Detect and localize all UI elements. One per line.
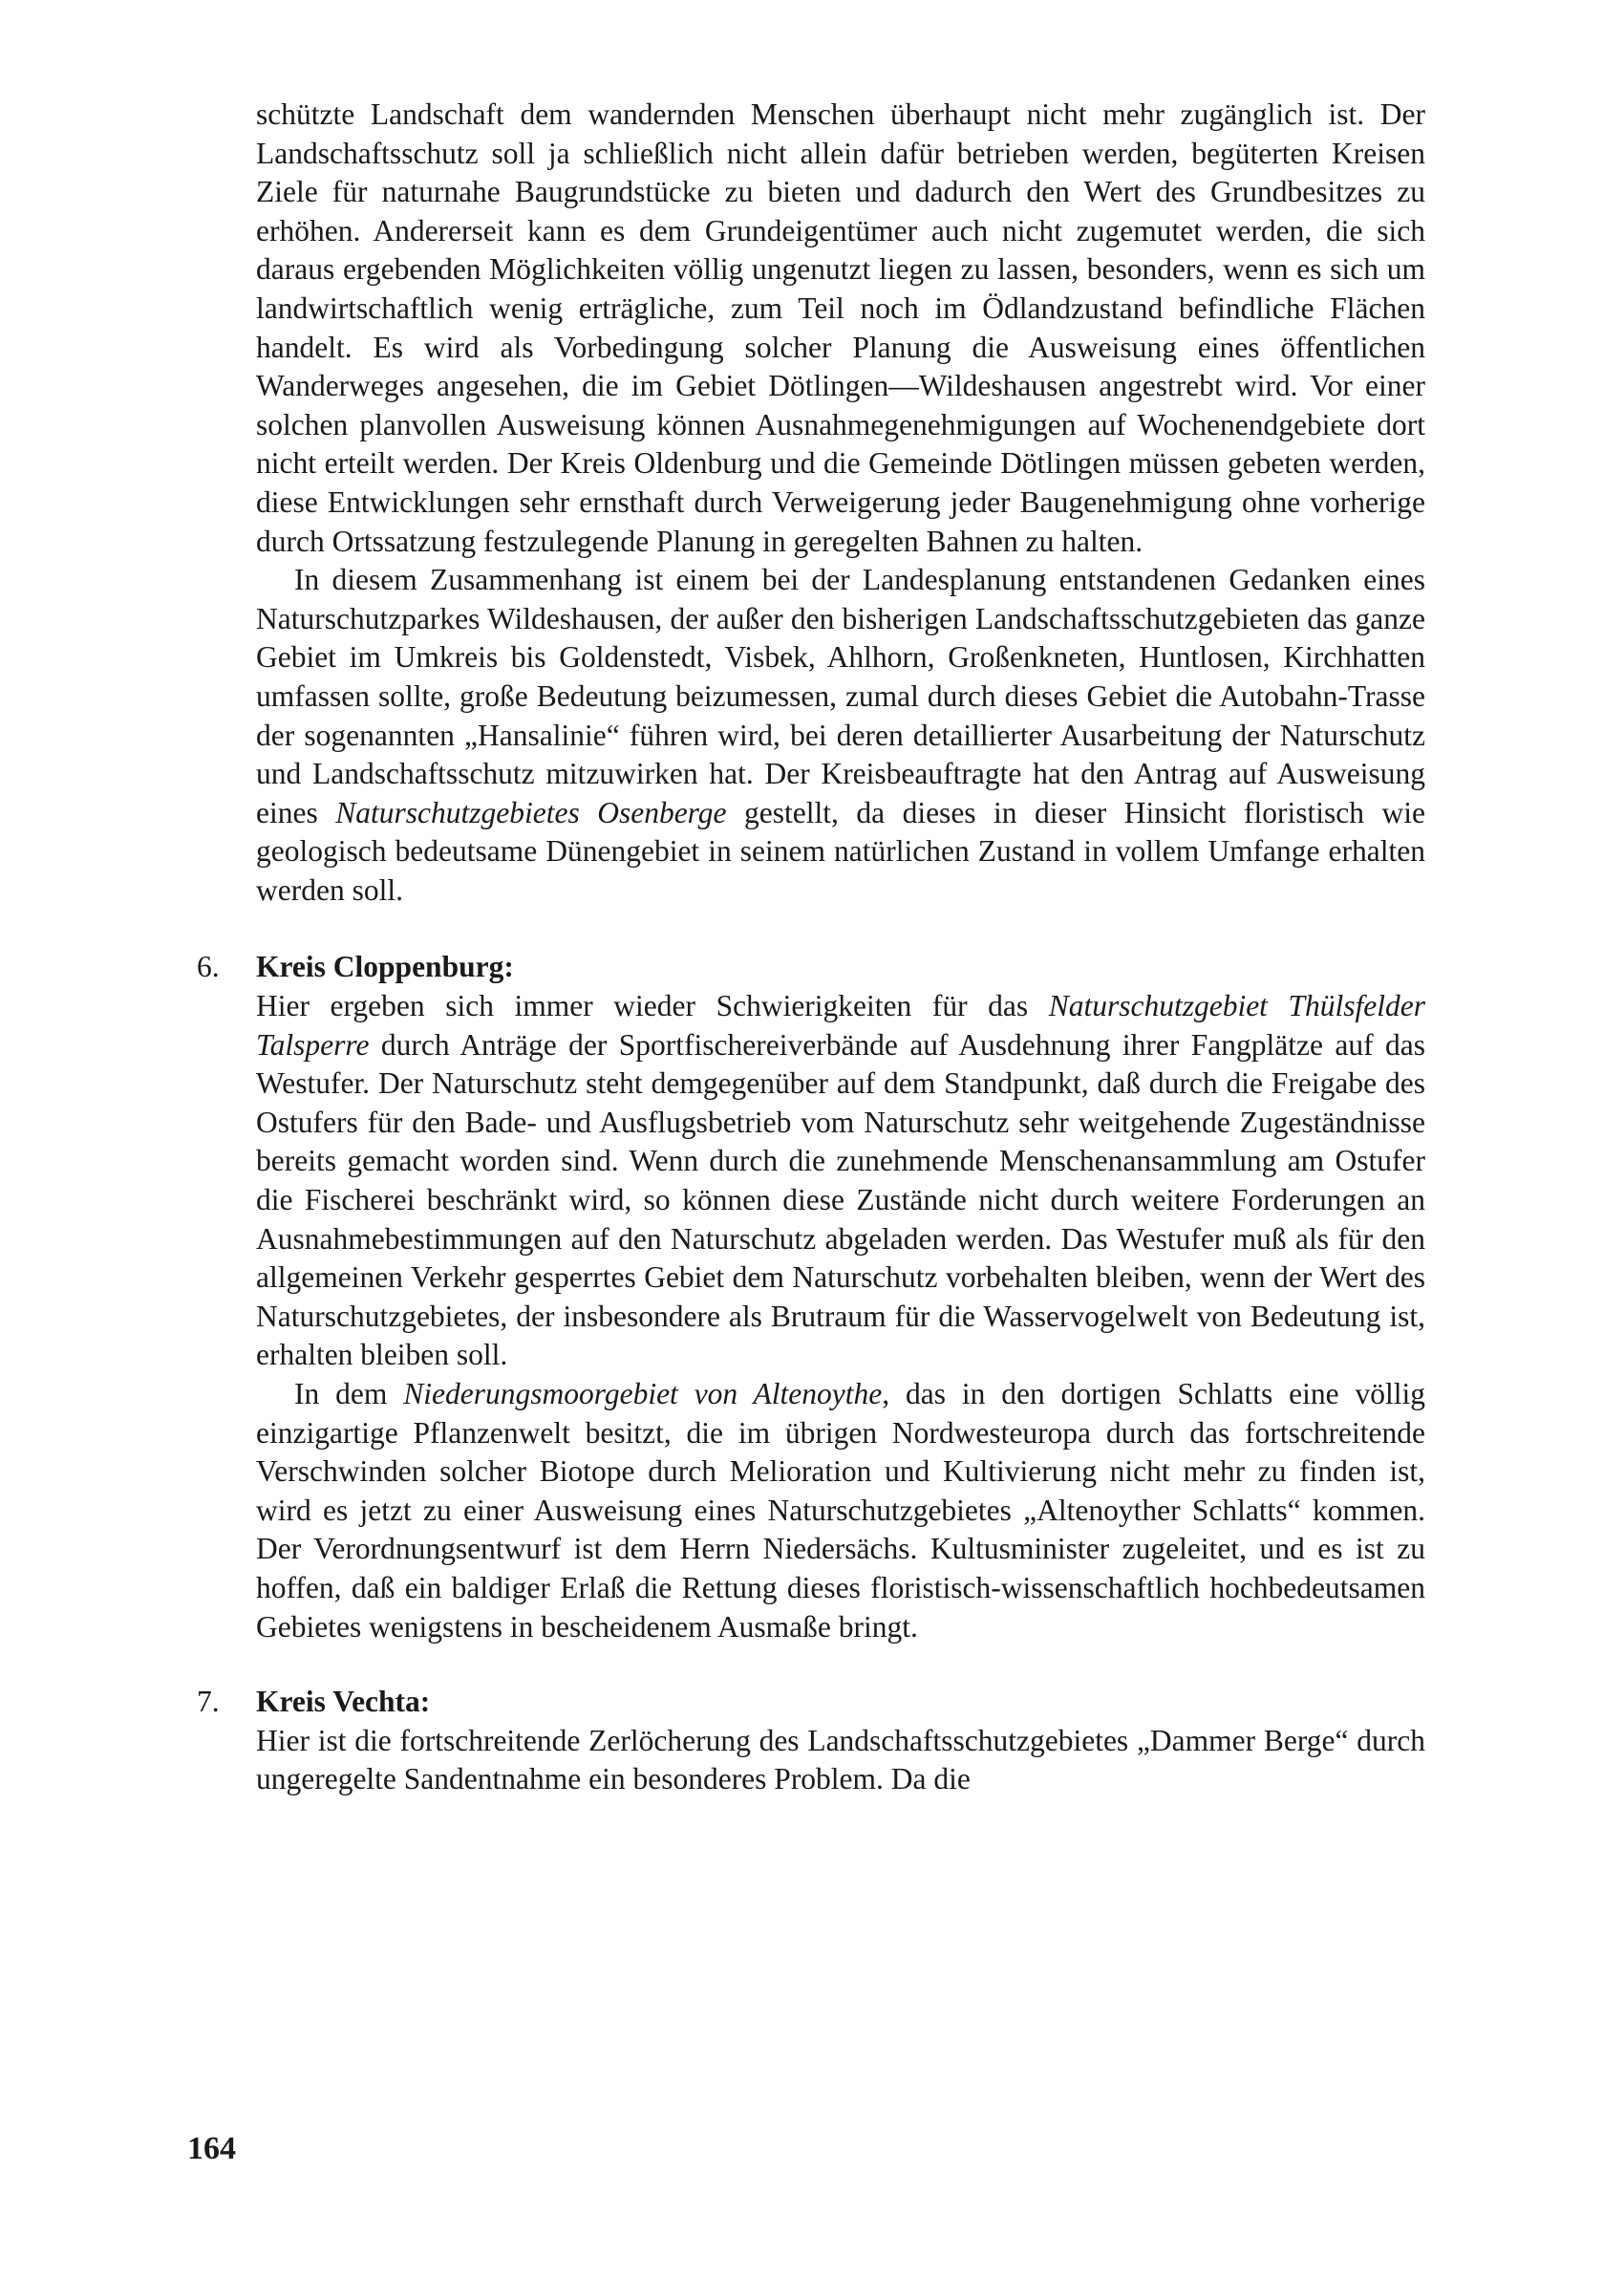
text-run: Hier ist die fortschreitende Zerlöcherung des Landschaftsschutzgebietes „Dammer Berge“ durch ungeregelte Sandentnahme ein besonderes Problem. Da die: [256, 1723, 1425, 1796]
paragraph: [256, 1722, 1425, 1799]
text-run: schützte Landschaft dem wandernden Menschen überhaupt nicht mehr zugänglich ist. Der Landschaftsschutz soll ja schließlich nicht allein dafür betrieben werden, begüterten Kreisen Ziele für naturnahe Baugrundstücke zu bieten und dadurch den Wert des Grundbesitzes zu erhöhen. Andererseit kann es dem Grundeigentümer auch nicht zugemutet werden, die sich daraus ergebenden Möglichkeiten völlig ungenutzt liegen zu lassen, besonders, wenn es sich um landwirtschaftlich wenig erträgliche, zum Teil noch im Ödlandzustand befindliche Flächen handelt. Es wird als Vorbedingung solcher Planung die Ausweisung eines öffentlichen Wanderweges angesehen, die im Gebiet Dötlingen—Wildeshausen angestrebt wird. Vor einer solchen planvollen Ausweisung können Ausnahmegenehmigungen auf Wochenendgebiete dort nicht erteilt werden. Der Kreis Oldenburg und die Gemeinde Dötlingen müssen gebeten werden, diese Entwicklungen sehr ernsthaft durch Verweigerung jeder Baugenehmigung ohne vorherige durch Ortssatzung festzulegende Planung in geregelten Bahnen zu halten.: [256, 97, 1425, 558]
intro-text: [256, 96, 1425, 910]
paragraph: [256, 1375, 1425, 1646]
text-run: Hier ergeben sich immer wieder Schwierigkeiten für das: [256, 989, 1049, 1023]
section-body: [256, 1722, 1425, 1799]
text-run: durch Anträge der Sportfischereiverbände auf Ausdehnung ihrer Fangplätze auf das Westufer. Der Naturschutz steht demgegenüber auf dem Standpunkt, daß durch die Freigabe des Ostufers für den Bade- und Ausflugsbetrieb vom Naturschutz sehr weitgehende Zugeständnisse bereits gemacht worden sind. Wenn durch die zunehmende Menschenansammlung am Ostufer die Fischerei beschränkt wird, so können diese Zustände nicht durch weitere Forderungen an Ausnahmebestimmungen auf den Naturschutz abgeladen werden. Das Westufer muß als für den allgemeinen Verkehr gesperrtes Gebiet dem Naturschutz vorbehalten bleiben, wenn der Wert des Naturschutzgebietes, der insbesondere als Brutraum für die Wasservogelwelt von Bedeutung ist, erhalten bleiben soll.: [256, 1027, 1425, 1372]
paragraph: [256, 561, 1425, 910]
page-number: 164: [187, 2131, 236, 2166]
paragraph: [256, 987, 1425, 1375]
paragraph: [256, 96, 1425, 561]
italic-term: Niederungsmoorgebiet von Altenoythe: [403, 1377, 883, 1410]
text-run: In diesem Zusammenhang ist einem bei der Landesplanung entstandenen Gedanken eines Naturschutzparkes Wildeshausen, der außer den bisherigen Landschaftsschutzgebieten das ganze Gebiet im Umkreis bis Goldenstedt, Visbek, Ahlhorn, Großenkneten, Huntlosen, Kirchhatten umfassen sollte, große Bedeutung beizumessen, zumal durch dieses Gebiet die Autobahn-Trasse der sogenannten „Hansalinie“ führen wird, bei deren detaillierter Ausarbeitung der Naturschutz und Landschaftsschutz mitzuwirken hat. Der Kreisbeauftragte hat den Antrag auf Ausweisung eines: [256, 563, 1425, 829]
section-number: 7.: [197, 1685, 220, 1719]
italic-term: Naturschutzgebiet Thülsfelder Talsperre: [256, 989, 1425, 1062]
section-number: 6.: [197, 950, 220, 984]
page-body: [197, 96, 1425, 1799]
section-kreis-vechta: [197, 1683, 1425, 1799]
section-heading: Kreis Cloppenburg:: [256, 950, 514, 984]
text-run: In dem: [294, 1377, 404, 1410]
section-body: [256, 987, 1425, 1646]
text-run: gestellt, da dieses in dieser Hinsicht floristisch wie geologisch bedeutsame Dünengebiet in seinem natürlichen Zustand in vollem Umfange erhalten werden soll.: [256, 795, 1425, 907]
section-heading: Kreis Vechta:: [256, 1685, 431, 1719]
section-kreis-cloppenburg: [197, 948, 1425, 1646]
italic-term: Naturschutzgebietes Osenberge: [335, 795, 727, 829]
text-run: , das in den dortigen Schlatts eine völlig einzigartige Pflanzenwelt besitzt, die im übrigen Nordwesteuropa durch das fortschreitende Verschwinden solcher Biotope durch Melioration und Kultivierung nicht mehr zu finden ist, wird es jetzt zu einer Ausweisung eines Naturschutzgebietes „Altenoyther Schlatts“ kommen. Der Verordnungsentwurf ist dem Herrn Niedersächs. Kultusminister zugeleitet, und es ist zu hoffen, daß ein baldiger Erlaß die Rettung dieses floristisch-wissenschaftlich hochbedeutsamen Gebietes wenigstens in bescheidenem Ausmaße bringt.: [256, 1377, 1425, 1644]
